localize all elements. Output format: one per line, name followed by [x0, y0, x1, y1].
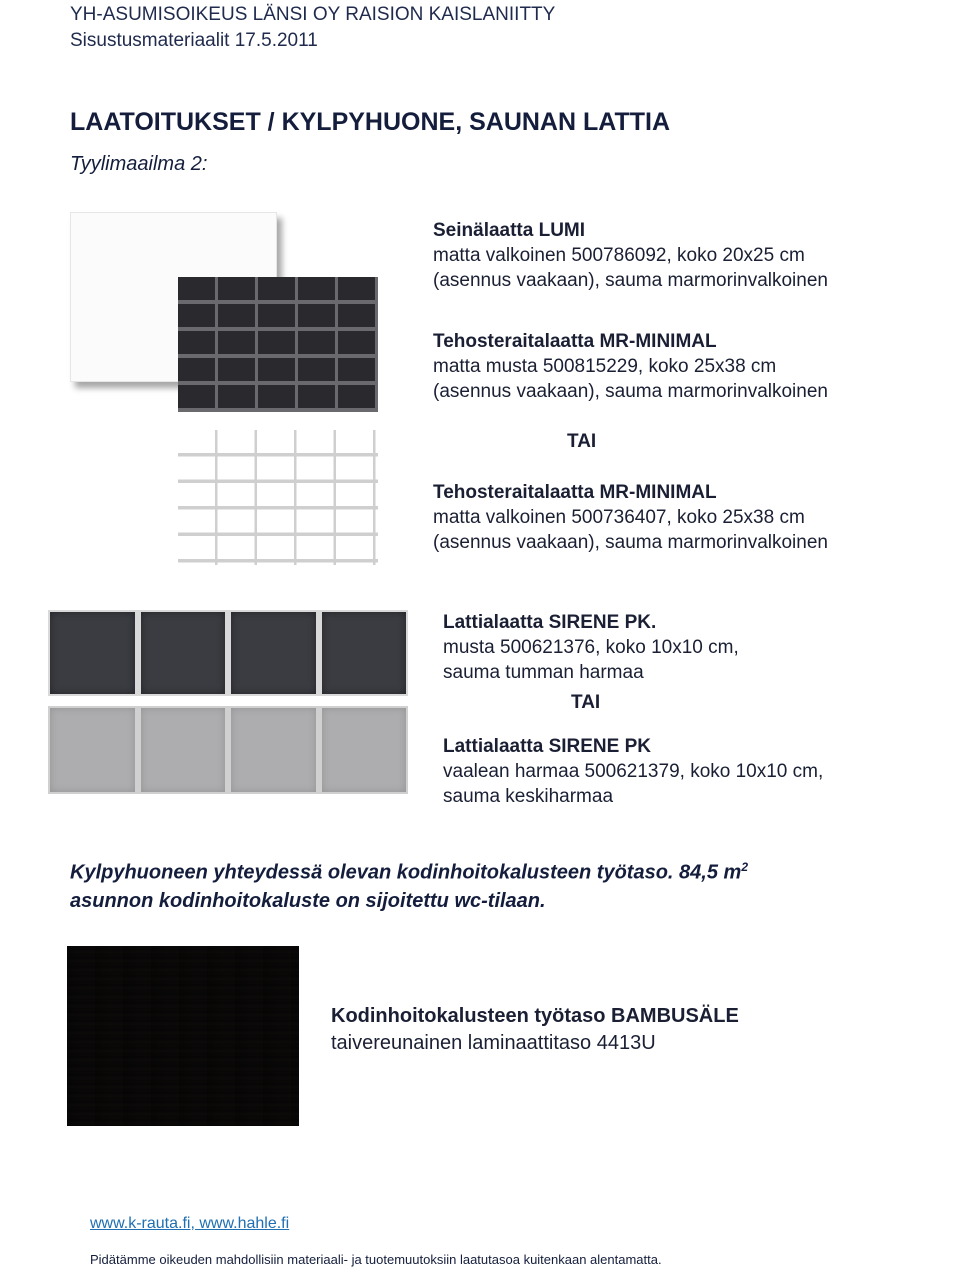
grey-floor-info	[443, 734, 823, 809]
disclaimer: Pidätämme oikeuden mahdollisiin materiaali- ja tuotemuutoksiin laatutasoa kuitenkaan alentamatta.	[90, 1252, 662, 1267]
page-subtitle: Tyylimaailma 2:	[70, 153, 208, 175]
white-accent-tile-swatch	[178, 430, 378, 565]
black-accent-line-1: matta musta 500815229, koko 25x38 cm	[433, 356, 777, 377]
black-floor-name: Lattialaatta SIRENE PK.	[443, 612, 657, 633]
supplier-links[interactable]: www.k-rauta.fi, www.hahle.fi	[90, 1215, 290, 1232]
wall-tile-line-2: (asennus vaakaan), sauma marmorinvalkoinen	[433, 270, 828, 291]
grey-floor-line-2: sauma keskiharmaa	[443, 786, 614, 807]
white-accent-name: Tehosteraitalaatta MR-MINIMAL	[433, 482, 717, 503]
or-label-2: TAI	[571, 692, 601, 713]
grey-floor-line-1: vaalean harmaa 500621379, koko 10x10 cm,	[443, 761, 824, 782]
black-floor-line-1: musta 500621376, koko 10x10 cm,	[443, 637, 739, 658]
utility-note-superscript: 2	[741, 860, 748, 874]
header-line-1: YH-ASUMISOIKEUS LÄNSI OY RAISION KAISLANIITTY	[70, 4, 556, 25]
black-floor-line-2: sauma tumman harmaa	[443, 662, 644, 683]
page-title: LAATOITUKSET / KYLPYHUONE, SAUNAN LATTIA	[70, 108, 670, 136]
black-accent-line-2: (asennus vaakaan), sauma marmorinvalkoinen	[433, 381, 828, 402]
black-accent-name: Tehosteraitalaatta MR-MINIMAL	[433, 331, 717, 352]
black-floor-info	[443, 610, 739, 685]
utility-note-part-2: asunnon kodinhoitokaluste on sijoitettu wc-tilaan.	[70, 889, 546, 912]
white-accent-info	[433, 480, 828, 555]
white-accent-line-2: (asennus vaakaan), sauma marmorinvalkoinen	[433, 532, 828, 553]
black-accent-info	[433, 329, 828, 404]
wall-tile-info	[433, 218, 828, 293]
utility-note	[70, 853, 910, 915]
white-accent-line-1: matta valkoinen 500736407, koko 25x38 cm	[433, 507, 805, 528]
black-floor-tile-swatch	[48, 610, 408, 696]
countertop-swatch	[67, 946, 299, 1126]
header-line-2: Sisustusmateriaalit 17.5.2011	[70, 30, 318, 51]
grey-floor-name: Lattialaatta SIRENE PK	[443, 736, 651, 757]
wall-tile-name: Seinälaatta LUMI	[433, 220, 586, 241]
utility-note-part-1: Kylpyhuoneen yhteydessä olevan kodinhoitokalusteen työtaso. 84,5 m	[70, 861, 742, 884]
countertop-line-1: taivereunainen laminaattitaso 4413U	[331, 1032, 656, 1054]
countertop-info	[331, 1003, 739, 1057]
countertop-name: Kodinhoitokalusteen työtaso BAMBUSÄLE	[331, 1005, 739, 1027]
black-accent-tile-swatch	[178, 277, 378, 412]
wall-tile-line-1: matta valkoinen 500786092, koko 20x25 cm	[433, 245, 805, 266]
or-label-1: TAI	[567, 431, 597, 452]
grey-floor-tile-swatch	[48, 706, 408, 794]
